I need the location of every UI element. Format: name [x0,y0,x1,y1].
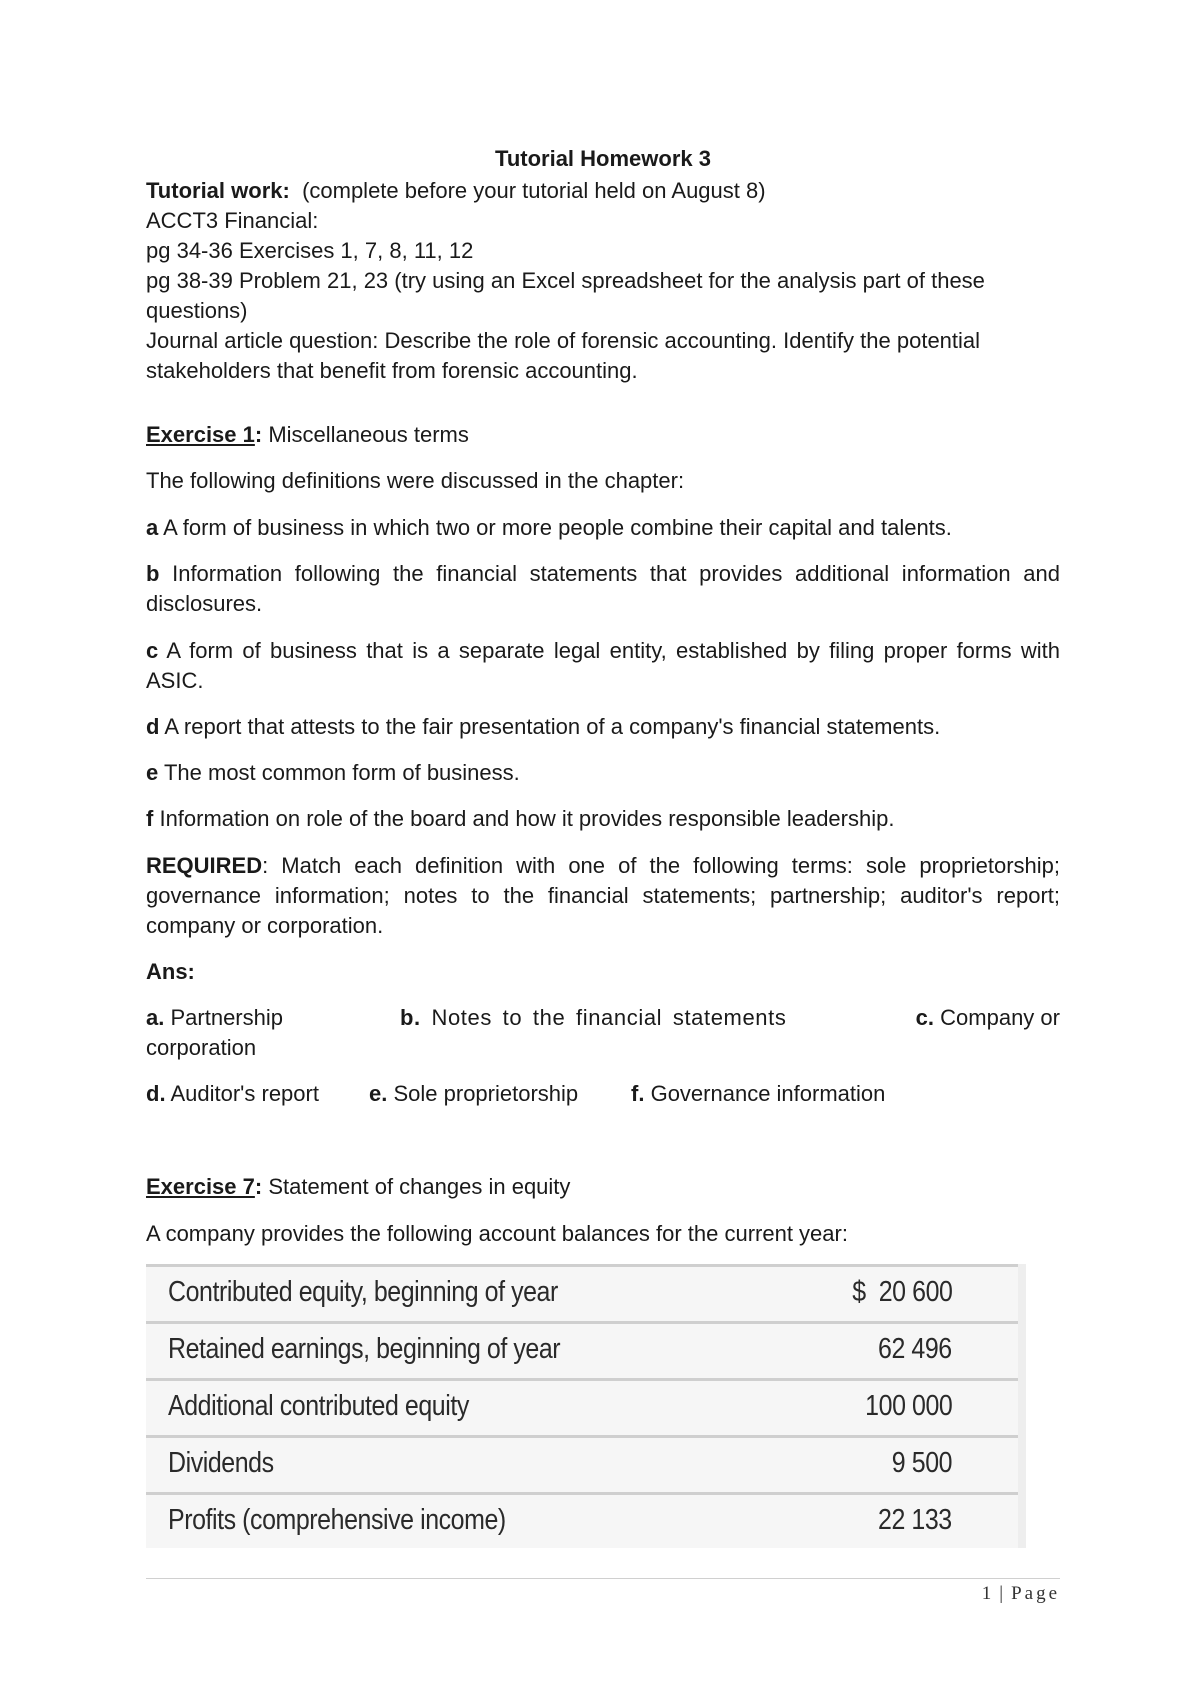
definition-d [146,712,1060,742]
answer-text: Company or [940,1005,1060,1030]
table-row-label: Retained earnings, beginning of year [168,1333,561,1365]
page-word: Page [1011,1583,1060,1604]
tutorial-work-note: (complete before your tutorial held on August 8) [302,178,766,203]
table-row [146,1495,1018,1549]
answer-letter: f. [631,1081,645,1106]
exercise1-title: Miscellaneous terms [268,422,469,447]
definition-letter: b [146,561,160,586]
definition-f [146,804,1060,834]
definition-text: Information following the financial statements that provides additional information and disclosures. [146,561,1060,616]
exercise7-title: Statement of changes in equity [268,1174,571,1199]
footer-divider [146,1578,1060,1579]
document-title: Tutorial Homework 3 [495,146,711,171]
definition-text: A form of business that is a separate legal entity, established by filing proper forms with ASIC. [146,638,1060,693]
table-row [146,1267,1018,1321]
page-number: 1 [981,1583,992,1604]
journal-question-line: Journal article question: Describe the role of forensic accounting. Identify the potential stakeholders that benefit from forensic accounting. [146,328,981,383]
answer-letter: b. [400,1005,421,1030]
table-row-label: Profits (comprehensive income) [168,1504,506,1536]
definition-a [146,513,1060,543]
account-balances-table [146,1264,1026,1548]
required-paragraph [146,851,1060,941]
required-text: : Match each definition with one of the following terms: sole proprietorship; governance information; notes to the financial statements; partnership; auditor's report; company or corporation. [146,853,1060,938]
answer-c [916,1003,1060,1033]
definition-letter: d [146,714,160,739]
exercise1-label: Exercise 1 [146,422,255,447]
definition-text: A report that attests to the fair presentation of a company's financial statements. [164,714,941,739]
exercise7-lead: A company provides the following account balances for the current year: [146,1221,848,1246]
table-row [146,1324,1018,1378]
definition-text: The most common form of business. [163,760,520,785]
answer-e [369,1079,578,1109]
answer-label [146,957,1060,987]
page-footer [982,1583,1060,1605]
exercise1-lead: The following definitions were discussed in the chapter: [146,468,685,493]
answers-row-1 [146,1003,1060,1033]
exercise7-heading [146,1172,1060,1202]
table-row-label: Contributed equity, beginning of year [168,1276,558,1308]
exercise1-heading [146,420,1060,450]
answer-text: corporation [146,1035,257,1060]
footer-separator: | [999,1583,1004,1604]
answer-text: Notes to the financial statements [431,1005,787,1030]
definition-c [146,636,1060,696]
exercises-line: pg 34-36 Exercises 1, 7, 8, 11, 12 [146,238,474,263]
ans-heading: Ans: [146,959,195,984]
problems-line: pg 38-39 Problem 21, 23 (try using an Excel spreadsheet for the analysis part of these questions) [146,268,985,323]
table-row-value: $ 20 600 [851,1276,952,1308]
table-row [146,1438,1018,1492]
answer-b [400,1003,786,1033]
course-line: ACCT3 Financial: [146,208,319,233]
answers-row-2 [146,1079,1060,1109]
answer-letter: a. [146,1005,165,1030]
table-row-value: 22 133 [878,1504,952,1536]
definition-text: A form of business in which two or more people combine their capital and talents. [163,515,952,540]
exercise7-label: Exercise 7 [146,1174,255,1199]
definition-b [146,559,1060,619]
definition-letter: a [146,515,159,540]
answer-text: Partnership [170,1005,283,1030]
tutorial-work-line [146,176,1060,206]
answer-text: Auditor's report [170,1081,319,1106]
tutorial-work-label: Tutorial work: [146,178,290,203]
answer-a [146,1003,283,1033]
answer-letter: c. [915,1005,935,1030]
required-label: REQUIRED [146,853,263,878]
exercise7-colon: : [254,1174,263,1199]
answer-text: Governance information [650,1081,886,1106]
answers-row-1-continued [146,1033,1060,1063]
definition-e [146,758,1060,788]
intro-section [146,176,1060,386]
definition-letter: e [146,760,159,785]
answer-letter: e. [369,1081,388,1106]
answer-d [146,1079,319,1109]
definition-text: Information on role of the board and how it provides responsible leadership. [159,806,895,831]
table-row-value: 9 500 [891,1447,952,1479]
exercise1-colon: : [254,422,263,447]
definition-letter: c [146,638,159,663]
table-row-value: 100 000 [864,1390,952,1422]
definition-letter: f [146,806,154,831]
table-row [146,1381,1018,1435]
answer-letter: d. [146,1081,166,1106]
answer-text: Sole proprietorship [393,1081,579,1106]
table-row-value: 62 496 [878,1333,952,1365]
table-row-label: Additional contributed equity [168,1390,469,1422]
answer-f [631,1079,885,1109]
table-row-label: Dividends [168,1447,274,1479]
